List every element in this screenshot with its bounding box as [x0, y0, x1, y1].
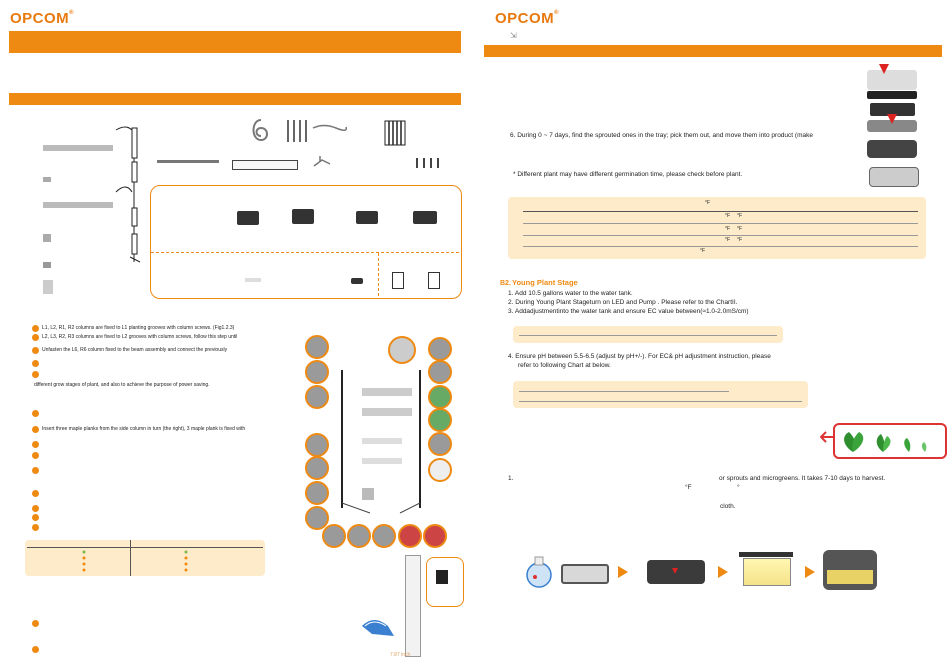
- process-arrow: [618, 566, 628, 578]
- arrow-glyph: ⇲: [510, 31, 517, 40]
- tray-photo: [867, 70, 917, 90]
- step-text: Insert three maple planks from the side column in turn (the right), 3 maple plank is fixed with: [42, 426, 246, 432]
- ph-instruction: 4. Ensure pH between 5.5-6.5 (adjust by pH+/-). For EC& pH adjustment instruction, please: [508, 353, 771, 360]
- step-dot: [32, 360, 39, 367]
- table-rule: [519, 401, 802, 402]
- deg-cell: °F: [737, 237, 743, 243]
- section-title: Young Plant Stage: [512, 278, 578, 287]
- grid-panel-icon: [384, 120, 406, 146]
- step-photo: [428, 360, 452, 384]
- step-photo: [398, 524, 422, 548]
- step-dot: [32, 334, 39, 341]
- clip-set-icon: [284, 118, 308, 146]
- seed-tray-photo: [561, 564, 609, 584]
- tray-4: [413, 211, 437, 224]
- step-dot: [32, 452, 39, 459]
- tray-3: [356, 211, 378, 224]
- deg-cell: °F: [725, 226, 731, 232]
- table-dots: [80, 550, 190, 572]
- list-item: 2. During Young Plant Stageturn on LED and Pump . Please refer to the ChartII.: [508, 299, 738, 306]
- small-dark-part: [351, 278, 363, 284]
- deg-cell: °F: [700, 248, 706, 254]
- table-rule: [519, 335, 777, 336]
- table-rule: [523, 246, 918, 247]
- step-photo: [423, 524, 447, 548]
- opcom-logo-left: OPCOM®: [10, 10, 75, 27]
- title-bar: [9, 31, 461, 53]
- cloth-text: cloth.: [720, 503, 736, 510]
- step-photo: [428, 337, 452, 361]
- germination-table: [508, 197, 926, 259]
- deg-cell: °F: [725, 237, 731, 243]
- step-photo: [372, 524, 396, 548]
- step-photo: [322, 524, 346, 548]
- step-photo: [428, 432, 452, 456]
- step-photo: [305, 433, 329, 457]
- table-rule: [519, 391, 729, 392]
- process-arrow: [805, 566, 815, 578]
- trays-divider: [151, 252, 459, 253]
- seed-flask-icon: [523, 555, 555, 589]
- right-page: [475, 0, 950, 672]
- table-rule: [27, 547, 263, 548]
- step-dot: [32, 441, 39, 448]
- process-arrow: [718, 566, 728, 578]
- step-dot: [32, 490, 39, 497]
- step-dot: [32, 514, 39, 521]
- deg-cell: °F: [737, 226, 743, 232]
- sprouts-deg: °F: [685, 484, 692, 491]
- tray-1: [237, 211, 259, 225]
- deg-header: °F: [705, 200, 711, 206]
- sprouts-dot: °: [737, 484, 740, 491]
- tray-photo: [869, 167, 919, 187]
- cycle-arrow-icon: [820, 430, 836, 444]
- step-photo: [428, 385, 452, 409]
- step-photo: [347, 524, 371, 548]
- water-flow-icon: [360, 612, 400, 638]
- step-dot: [32, 325, 39, 332]
- table-rule: [523, 211, 918, 212]
- step-dot: [32, 524, 39, 531]
- step-dot: [32, 620, 39, 627]
- card-part-2: [428, 272, 440, 289]
- bracket-icon: [312, 152, 334, 170]
- tray-2: [292, 209, 314, 224]
- step-text: Unfasten the L6, R6 column fixed to the beam assembly and connect the previously: [42, 347, 228, 353]
- card-part-1: [392, 272, 404, 289]
- sprouts-text: or sprouts and microgreens. It takes 7-10 days to harvest.: [719, 475, 886, 482]
- lit-tray-photo: [743, 558, 791, 586]
- table-rule: [523, 223, 918, 224]
- tray-inner: [827, 570, 873, 584]
- ph-instruction: refer to following Chart at below.: [518, 362, 611, 369]
- sprouts-number: 1.: [508, 475, 514, 482]
- column-assembly-diagram: [40, 122, 150, 297]
- table-rule: [523, 235, 918, 236]
- step-photo: [305, 481, 329, 505]
- step-photo: [305, 385, 329, 409]
- beam-part: [232, 160, 298, 170]
- deg-cell: °F: [737, 213, 743, 219]
- step-dot: [32, 467, 39, 474]
- rod-part: [157, 160, 219, 163]
- step-dot: [32, 505, 39, 512]
- step-text: different grow stages of plant, and also to achieve the purpose of power saving.: [34, 382, 210, 388]
- list-item: 1. Add 10.5 gallons water to the water tank.: [508, 290, 633, 297]
- step-dot: [32, 646, 39, 653]
- list-item: 3. Addadjustmentinto the water tank and ensure EC value between(≈1.0-2.0mS/cm): [508, 308, 749, 315]
- frame-assembly-diagram: [340, 368, 425, 518]
- opcom-logo-right: OPCOM®: [495, 10, 560, 27]
- deg-cell: °F: [725, 213, 731, 219]
- step-6: 6. During 0 ~ 7 days, find the sprouted ones in the tray; pick them out, and move them into product (make: [510, 132, 813, 139]
- plants-icon: [839, 426, 939, 454]
- tray-photo: [867, 91, 917, 99]
- step-dot: [32, 426, 39, 433]
- step-dot: [32, 410, 39, 417]
- column-part: [405, 555, 421, 657]
- header-bar: [484, 45, 942, 57]
- step-dot: [32, 347, 39, 354]
- trays-divider-v: [378, 253, 379, 296]
- step-text: L1, L2, R1, R2 columns are fixed to L1 planting grooves with column screws. (Fig1.2.3): [42, 325, 235, 331]
- step-photo: [305, 335, 329, 359]
- step-dot: [32, 371, 39, 378]
- section-bar: [9, 93, 461, 105]
- cable-coil-icon: [249, 118, 271, 142]
- step-text: L2, L3, R2, R3 columns are fixed to L2 grooves with column screws, follow this step until: [42, 334, 238, 340]
- section-code: B2.: [500, 280, 511, 287]
- column-detail: [436, 570, 448, 584]
- wire-icon: [312, 122, 347, 132]
- step-photo: [388, 336, 416, 364]
- germination-note: * Different plant may have different germination time, please check before plant.: [513, 171, 743, 178]
- small-part: [245, 278, 261, 282]
- step-photo: [428, 408, 452, 432]
- step-photo: [305, 360, 329, 384]
- trays-box: [150, 185, 462, 299]
- tray-photo: [867, 140, 917, 158]
- screws-icon: [414, 156, 440, 170]
- step-photo: [305, 456, 329, 480]
- step-photo: [428, 458, 452, 482]
- measure-label: 7.87 inch: [390, 652, 411, 658]
- ph-table: [513, 381, 808, 408]
- grow-light-photo: [739, 552, 793, 557]
